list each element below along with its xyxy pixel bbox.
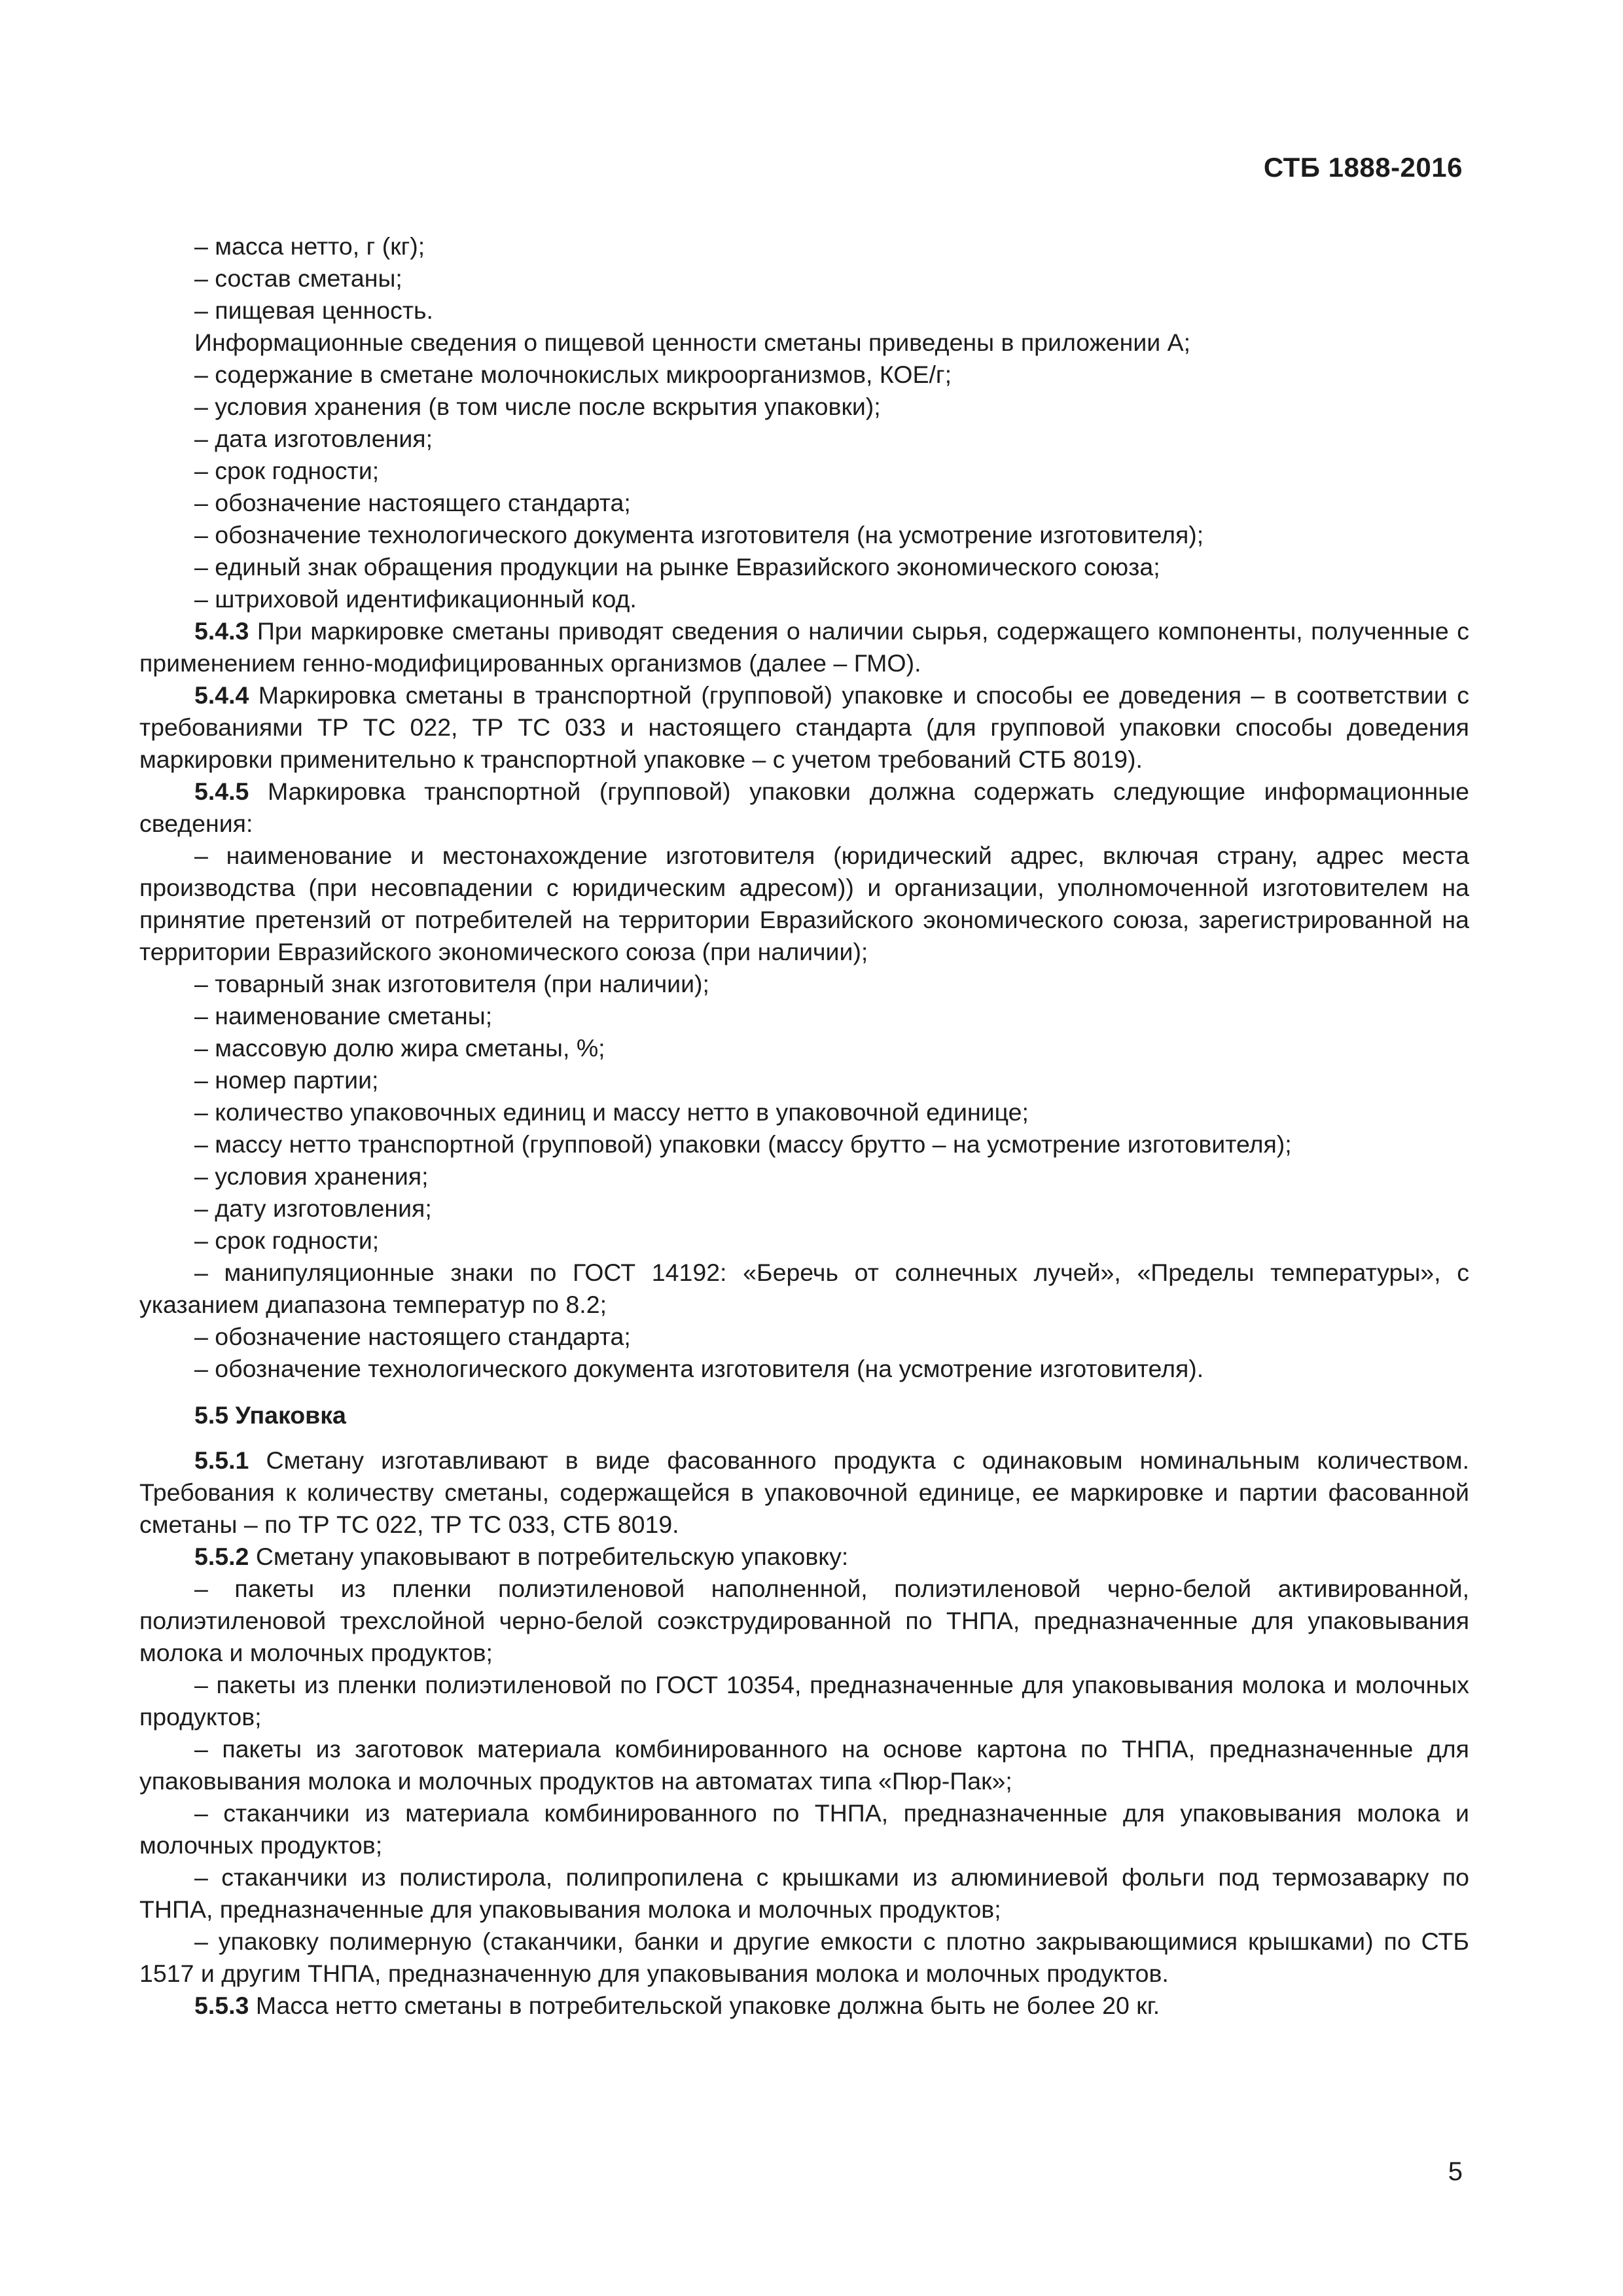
list-item: – условия хранения; (194, 1162, 429, 1190)
info-note: Информационные сведения о пищевой ценности сметаны приведены в приложении А; (194, 329, 1191, 356)
list-item: – обозначение настоящего стандарта; (194, 1323, 631, 1350)
list-item: – наименование сметаны; (194, 1002, 493, 1030)
list-item: – номер партии; (194, 1066, 379, 1094)
list-item: – содержание в сметане молочнокислых микроорганизмов, КОЕ/г; (194, 361, 952, 388)
clause-5-4-4 (139, 679, 1469, 776)
clause-text: Маркировка транспортной (групповой) упаковки должна содержать следующие информационные сведения: (139, 778, 1469, 837)
list-item: – массовую долю жира сметаны, %; (194, 1034, 605, 1062)
document-body (139, 230, 1469, 2022)
list-item: – дату изготовления; (194, 1194, 432, 1222)
clause-text: Сметану упаковывают в потребительскую упаковку: (249, 1543, 849, 1570)
list-item: – срок годности; (194, 457, 380, 484)
list-item: – пищевая ценность. (194, 296, 433, 324)
clause-5-5-1 (139, 1444, 1469, 1541)
list-item: – штриховой идентификационный код. (194, 585, 637, 613)
list-item: – наименование и местонахождение изготовителя (юридический адрес, включая страну, адрес места производства (при несовпадении с юридическим адресом)) и организации, уполномоченной изготовителем на принятие претензий от потребителей на территории Евразийского экономического союза, зарегистрированной на территории Евразийского экономического союза (при наличии); (139, 842, 1469, 965)
list-item: – пакеты из пленки полиэтиленовой по ГОСТ 10354, предназначенные для упаковывания молока и молочных продуктов; (139, 1671, 1469, 1731)
list-item: – манипуляционные знаки по ГОСТ 14192: «Беречь от солнечных лучей», «Пределы температуры», с указанием диапазона температур по 8.2; (139, 1259, 1469, 1318)
clause-text: Сметану изготавливают в виде фасованного продукта с одинаковым номинальным количеством. Требования к количеству сметаны, содержащейся в упаковочной единице, ее маркировке и партии фасованной сметаны – по ТР ТС 022, ТР ТС 033, СТБ 8019. (139, 1446, 1469, 1538)
clause-number: 5.5.2 (194, 1543, 249, 1570)
clause-number: 5.5.3 (194, 1992, 249, 2019)
clause-5-5-3 (139, 1990, 1469, 2022)
list-item: – масса нетто, г (кг); (194, 232, 425, 260)
list-item: – массу нетто транспортной (групповой) упаковки (массу брутто – на усмотрение изготовителя); (194, 1130, 1292, 1158)
clause-text: При маркировке сметаны приводят сведения о наличии сырья, содержащего компоненты, полученные с применением генно-модифицированных организмов (далее – ГМО). (139, 617, 1469, 677)
list-item: – стаканчики из полистирола, полипропилена с крышками из алюминиевой фольги под термозаварку по ТНПА, предназначенные для упаковывания молока и молочных продуктов; (139, 1863, 1469, 1923)
list-item: – единый знак обращения продукции на рынке Евразийского экономического союза; (194, 553, 1160, 581)
list-item: – обозначение настоящего стандарта; (194, 489, 631, 516)
list-item: – количество упаковочных единиц и массу нетто в упаковочной единице; (194, 1098, 1029, 1126)
clause-5-4-5 (139, 776, 1469, 840)
page-number: 5 (1448, 2157, 1463, 2186)
document-code-header: СТБ 1888-2016 (1263, 152, 1463, 183)
list-item: – дата изготовления; (194, 425, 433, 452)
clause-text: Маркировка сметаны в транспортной (групповой) упаковке и способы ее доведения – в соответствии с требованиями ТР ТС 022, ТР ТС 033 и настоящего стандарта (для групповой упаковки способы доведения маркировки применительно к транспортной упаковке – с учетом требований СТБ 8019). (139, 681, 1469, 773)
clause-number: 5.4.5 (194, 778, 249, 805)
clause-number: 5.4.4 (194, 681, 249, 709)
list-item: – упаковку полимерную (стаканчики, банки и другие емкости с плотно закрывающимися крышками) по СТБ 1517 и другим ТНПА, предназначенную для упаковывания молока и молочных продуктов. (139, 1928, 1469, 1987)
clause-5-5-2 (139, 1541, 1469, 1573)
list-item: – обозначение технологического документа изготовителя (на усмотрение изготовителя). (194, 1355, 1204, 1382)
list-item: – пакеты из пленки полиэтиленовой наполненной, полиэтиленовой черно-белой активированной, полиэтиленовой трехслойной черно-белой соэкструдированной по ТНПА, предназначенные для упаковывания молока и молочных продуктов; (139, 1575, 1469, 1666)
list-item: – условия хранения (в том числе после вскрытия упаковки); (194, 393, 881, 420)
list-item: – пакеты из заготовок материала комбинированного на основе картона по ТНПА, предназначенные для упаковывания молока и молочных продуктов на автоматах типа «Пюр-Пак»; (139, 1735, 1469, 1795)
list-item: – срок годности; (194, 1227, 380, 1254)
clause-number: 5.5.1 (194, 1446, 249, 1474)
list-item: – состав сметаны; (194, 264, 402, 292)
list-item: – стаканчики из материала комбинированного по ТНПА, предназначенные для упаковывания молока и молочных продуктов; (139, 1799, 1469, 1859)
clause-number: 5.4.3 (194, 617, 249, 645)
clause-5-4-3 (139, 615, 1469, 679)
clause-text: Масса нетто сметаны в потребительской упаковке должна быть не более 20 кг. (249, 1992, 1160, 2019)
section-title-packaging: 5.5 Упаковка (194, 1401, 346, 1429)
list-item: – товарный знак изготовителя (при наличии); (194, 970, 709, 997)
list-item: – обозначение технологического документа изготовителя (на усмотрение изготовителя); (194, 521, 1204, 548)
